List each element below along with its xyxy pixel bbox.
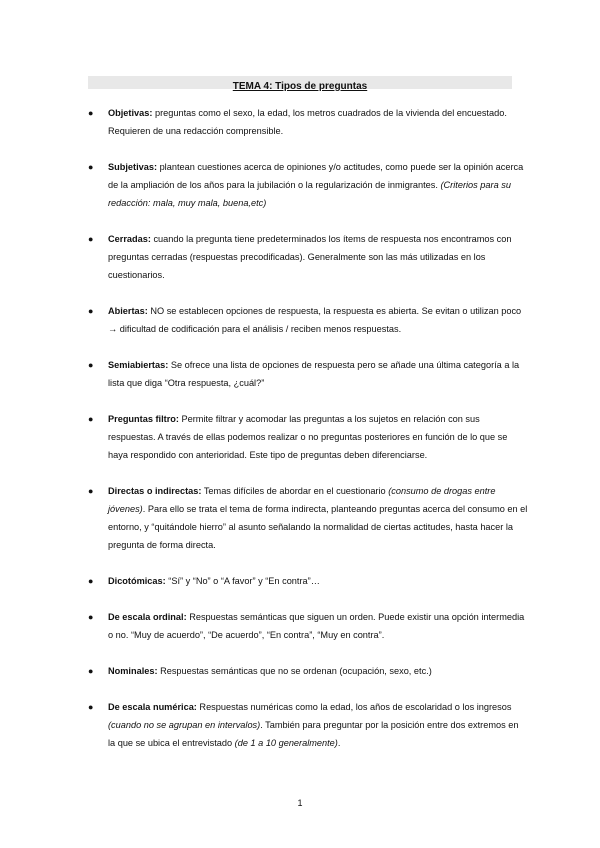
bullet-icon: ● <box>88 162 94 172</box>
item-term: Abiertas: <box>108 306 148 316</box>
item-term: Subjetivas: <box>108 162 158 172</box>
item-term: Cerradas: <box>108 234 151 244</box>
list-item-preguntas-filtro <box>88 410 528 464</box>
item-text-end: . <box>337 738 341 748</box>
item-italic: (consumo de drogas entre jóvenes) <box>108 486 496 514</box>
bullet-icon: ● <box>88 486 94 496</box>
item-text: Temas difíciles de abordar en el cuestionario <box>201 486 389 496</box>
item-text: NO se establecen opciones de respuesta, la respuesta es abierta. Se evitan o utilizan poco → dificultad de codificación para el análisis / reciben menos respuestas. <box>108 306 522 334</box>
item-italic: (Criterios para su redacción: mala, muy mala, buena,etc) <box>108 180 511 208</box>
item-text: plantean cuestiones acerca de opiniones y/o actitudes, como puede ser la opinión acerca de la ampliación de los años para la jubilación o la regularización de inmigrantes. <box>108 162 524 190</box>
item-text-after: . También para preguntar por la posición entre dos extremos en la que se ubica el entrevistado <box>108 720 519 748</box>
title-highlight <box>88 76 512 92</box>
item-text: Respuestas numéricas como la edad, los años de escolaridad o los ingresos <box>196 702 512 712</box>
item-term: Preguntas filtro: <box>108 414 179 424</box>
item-term: Directas o indirectas: <box>108 486 202 496</box>
page-title: TEMA 4: Tipos de preguntas <box>232 81 368 92</box>
bullet-icon: ● <box>88 666 94 676</box>
bullet-icon: ● <box>88 414 94 424</box>
list-item-escala-ordinal <box>88 608 528 644</box>
list-item-abiertas <box>88 302 528 338</box>
bullet-icon: ● <box>88 576 94 586</box>
item-text: “Sí” y “No” o “A favor” y “En contra”… <box>165 576 320 586</box>
list-item-objetivas <box>88 104 528 140</box>
item-text: Respuestas semánticas que siguen un orden. Puede existir una opción intermedia o no. “Muy de acuerdo”, “De acuerdo”, “En contra”, “Muy en contra”. <box>108 612 525 640</box>
item-term: Nominales: <box>108 666 158 676</box>
item-text: Se ofrece una lista de opciones de respuesta pero se añade una última categoría a la lista que diga “Otra respuesta, ¿cuál?” <box>108 360 520 388</box>
bullet-icon: ● <box>88 612 94 622</box>
item-text: Respuestas semánticas que no se ordenan (ocupación, sexo, etc.) <box>157 666 432 676</box>
bullet-icon: ● <box>88 234 94 244</box>
list-item-semiabiertas <box>88 356 528 392</box>
item-term: De escala ordinal: <box>108 612 187 622</box>
page-number: 1 <box>297 798 303 808</box>
item-italic-2: (de 1 a 10 generalmente) <box>234 738 338 748</box>
item-term: Objetivas: <box>108 108 153 118</box>
list-item-escala-numerica <box>88 698 528 752</box>
bullet-icon: ● <box>88 306 94 316</box>
bullet-icon: ● <box>88 360 94 370</box>
item-term: Dicotómicas: <box>108 576 166 586</box>
item-text: Permite filtrar y acomodar las preguntas a los sujetos en relación con sus respuestas. A través de ellas podemos realizar o no preguntas posteriores en función de lo que se haya respondido con anterioridad. Este tipo de preguntas deben diferenciarse. <box>108 414 508 460</box>
list-item-subjetivas <box>88 158 528 212</box>
item-term: De escala numérica: <box>108 702 197 712</box>
list-item-directas-indirectas <box>88 482 528 554</box>
item-text: cuando la pregunta tiene predeterminados los ítems de respuesta nos encontramos con preguntas cerradas (respuestas precodificadas). Generalmente son las más utilizadas en los cuestionarios. <box>108 234 512 280</box>
item-text: preguntas como el sexo, la edad, los metros cuadrados de la vivienda del encuestado. Requieren de una redacción comprensible. <box>108 108 507 136</box>
list-item-cerradas <box>88 230 528 284</box>
list-item-dicotomicas <box>88 572 528 590</box>
item-text-after: . Para ello se trata el tema de forma indirecta, planteando preguntas acerca del consumo en el entorno, y “quitándole hierro” al asunto señalando la normalidad de ciertas actitudes, hasta hacer la pregunta de forma directa. <box>108 504 528 550</box>
list-item-nominales <box>88 662 528 680</box>
item-term: Semiabiertas: <box>108 360 169 370</box>
item-italic: (cuando no se agrupan en intervalos) <box>108 720 261 730</box>
bullet-icon: ● <box>88 108 94 118</box>
bullet-icon: ● <box>88 702 94 712</box>
